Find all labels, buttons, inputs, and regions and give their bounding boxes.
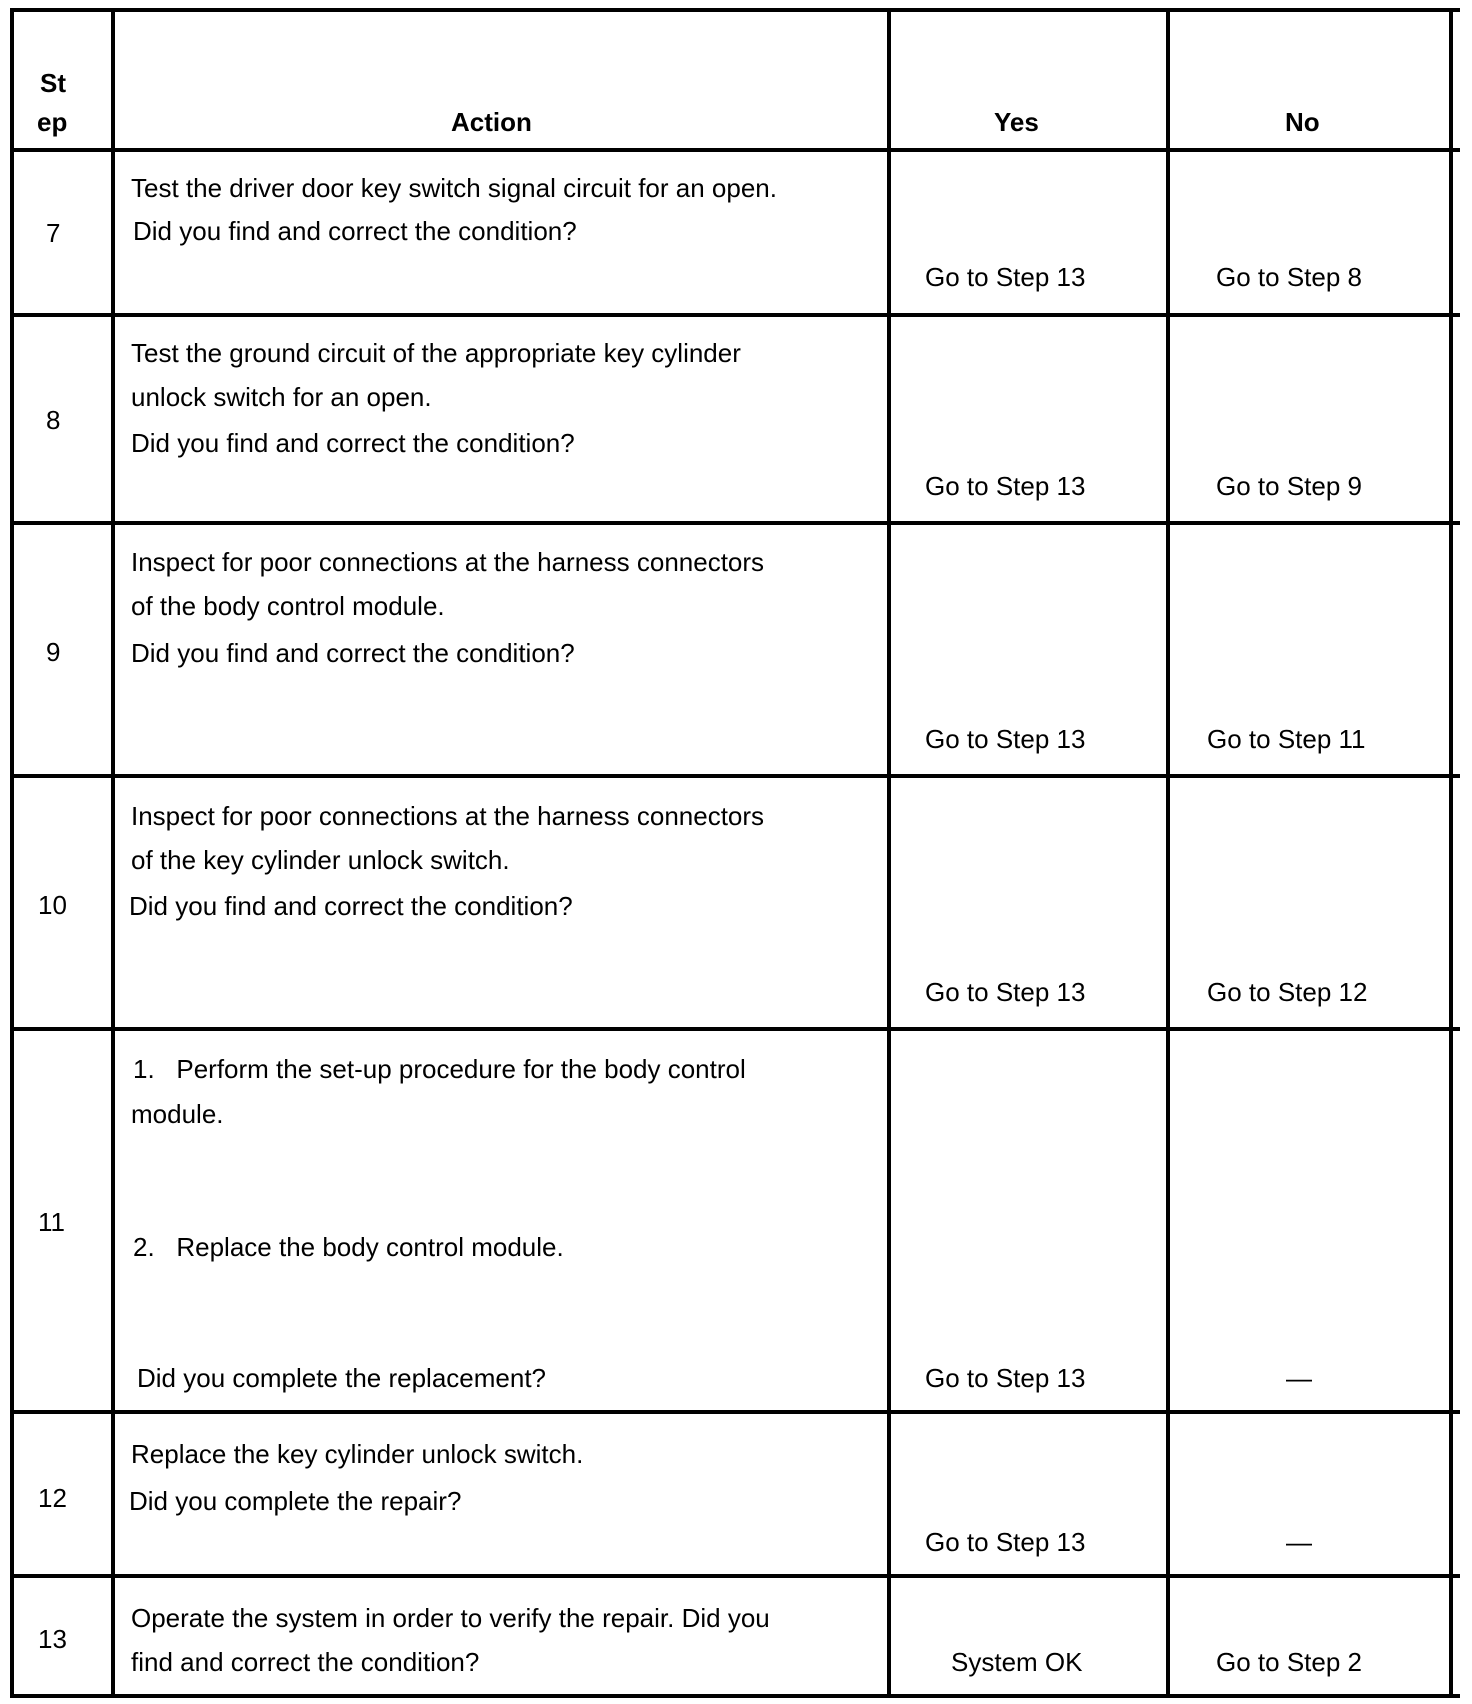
step-number: 11	[38, 1207, 65, 1237]
no-result: —	[1286, 1527, 1312, 1557]
no-result: Go to Step 2	[1216, 1647, 1362, 1677]
yes-result: Go to Step 13	[925, 262, 1086, 292]
step-number: 13	[38, 1624, 67, 1654]
step-number: 12	[38, 1483, 67, 1513]
action-text: of the key cylinder unlock switch.	[131, 845, 510, 875]
action-text: Replace the key cylinder unlock switch.	[131, 1439, 584, 1469]
action-text: of the body control module.	[131, 591, 445, 621]
action-text: find and correct the condition?	[131, 1647, 480, 1677]
yes-result: System OK	[951, 1647, 1083, 1677]
table-rule	[10, 8, 14, 1698]
header-action: Action	[451, 107, 532, 137]
action-text: Did you complete the replacement?	[137, 1363, 547, 1393]
table-rule	[111, 8, 115, 1698]
yes-result: Go to Step 13	[925, 1527, 1086, 1557]
table-rule	[1449, 8, 1453, 1698]
header-no: No	[1285, 107, 1320, 137]
header-step-line2: ep	[37, 107, 68, 137]
no-result: Go to Step 11	[1207, 724, 1366, 754]
action-text: Inspect for poor connections at the harness connectors	[131, 801, 765, 831]
step-number: 7	[46, 218, 61, 248]
table-rule	[10, 774, 1460, 778]
action-text: unlock switch for an open.	[131, 382, 432, 412]
action-text: Did you find and correct the condition?	[131, 428, 575, 458]
action-text: module.	[131, 1099, 224, 1129]
no-result: Go to Step 12	[1207, 977, 1368, 1007]
table-rule	[10, 8, 1460, 12]
table-rule	[10, 1574, 1460, 1578]
action-text: 1. Perform the set-up procedure for the body control	[133, 1054, 746, 1084]
step-number: 10	[38, 890, 67, 920]
action-text: Operate the system in order to verify the repair. Did you	[131, 1603, 770, 1633]
action-text: Inspect for poor connections at the harness connectors	[131, 547, 765, 577]
yes-result: Go to Step 13	[925, 471, 1086, 501]
table-rule	[10, 1027, 1460, 1031]
action-text: Did you find and correct the condition?	[133, 216, 577, 246]
no-result: Go to Step 8	[1216, 262, 1362, 292]
yes-result: Go to Step 13	[925, 977, 1086, 1007]
no-result: —	[1286, 1363, 1312, 1393]
table-rule	[10, 313, 1460, 317]
table-rule	[10, 521, 1460, 525]
action-text: Did you complete the repair?	[129, 1486, 462, 1516]
action-text: Test the driver door key switch signal circuit for an open.	[131, 173, 777, 203]
action-text: Did you find and correct the condition?	[131, 638, 575, 668]
no-result: Go to Step 9	[1216, 471, 1362, 501]
table-rule	[10, 148, 1460, 152]
action-text: Test the ground circuit of the appropriate key cylinder	[131, 338, 741, 368]
step-number: 8	[46, 405, 61, 435]
table-rule	[887, 8, 891, 1698]
table-rule	[10, 1410, 1460, 1414]
header-yes: Yes	[994, 107, 1039, 137]
header-step-line1: St	[40, 68, 66, 98]
action-text: 2. Replace the body control module.	[133, 1232, 564, 1262]
yes-result: Go to Step 13	[925, 724, 1086, 754]
yes-result: Go to Step 13	[925, 1363, 1086, 1393]
table-rule	[1166, 8, 1170, 1698]
action-text: Did you find and correct the condition?	[129, 891, 573, 921]
step-number: 9	[46, 637, 61, 667]
table-rule	[10, 1694, 1460, 1698]
